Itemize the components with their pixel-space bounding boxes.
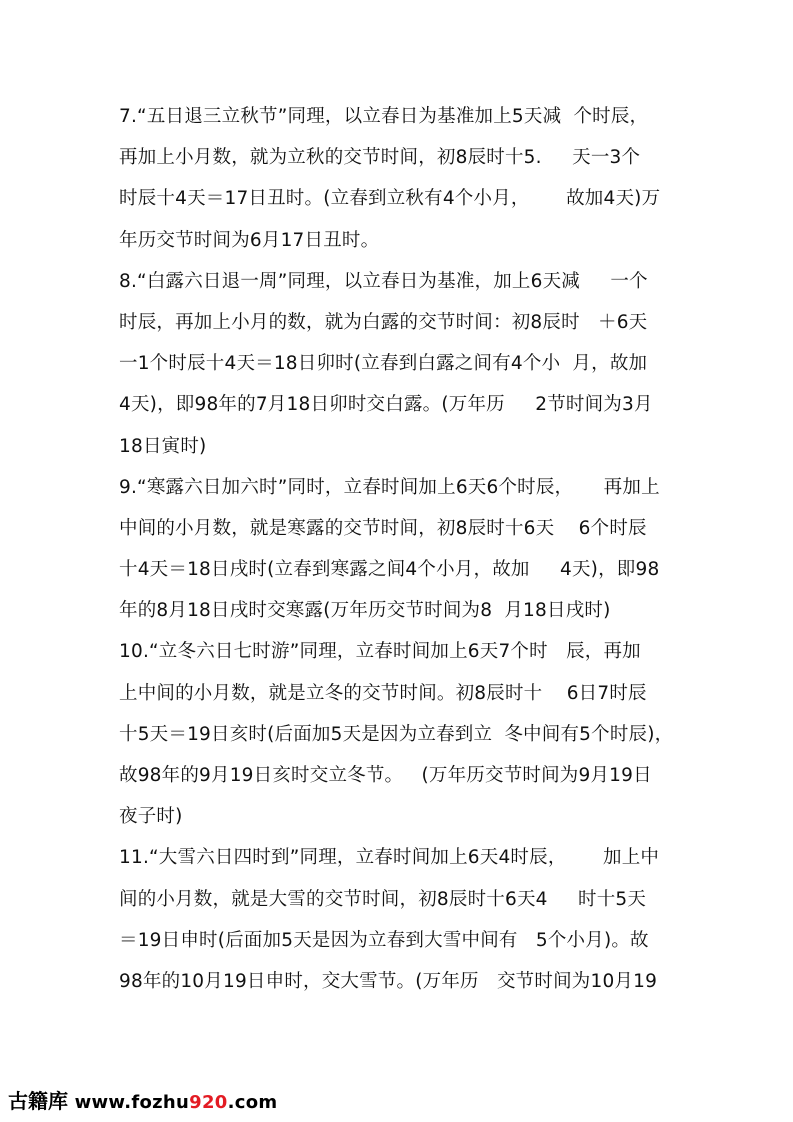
text-line: 年历交节时间为6月17日丑时。 <box>119 229 380 251</box>
url-prefix: www.fozhu <box>68 1092 190 1113</box>
site-url[interactable] <box>68 1092 277 1113</box>
text-line: 8.“白露六日退一周”同理，以立春日为基准，加上6天减 一个 <box>119 270 648 292</box>
document-body <box>119 96 679 1002</box>
text-line: 18日寅时) <box>119 435 207 457</box>
text-line: 9.“寒露六日加六时”同时，立春时间加上6天6个时辰， 再加上 <box>119 476 660 498</box>
text-line: 间的小月数，就是大雪的交节时间，初8辰时十6天4 时十5天 <box>119 888 647 910</box>
site-brand: 古籍库 <box>8 1089 68 1113</box>
text-line: 7.“五日退三立秋节”同理，以立春日为基准加上5天减 个时辰， <box>119 106 649 127</box>
text-line: ＝19日申时(后面加5天是因为立春到大雪中间有 5个小月)。故 <box>119 929 649 951</box>
text-line: 11.“大雪六日四时到”同理，立春时间加上6天4时辰， 加上中 <box>119 847 660 869</box>
text-line: 10.“立冬六日七时游”同理，立春时间加上6天7个时 辰，再加 <box>119 641 641 663</box>
text-line: 一1个时辰十4天＝18日卯时(立春到白露之间有4个小 月，故加 <box>119 353 648 375</box>
text-line: 时辰十4天＝17日丑时。(立春到立秋有4个小月， 故加4天)万 <box>119 188 661 210</box>
text-line: 年的8月18日戌时交寒露(万年历交节时间为8 月18日戌时) <box>119 600 611 622</box>
text-line: 故98年的9月19日亥时交立冬节。 (万年历交节时间为9月19日 <box>119 765 652 786</box>
text-line: 上中间的小月数，就是立冬的交节时间。初8辰时十 6日7时辰 <box>119 682 647 704</box>
url-number: 920 <box>189 1092 228 1113</box>
text-line: 夜子时) <box>119 806 183 828</box>
text-line: 十4天＝18日戌时(立春到寒露之间4个小月，故加 4天)，即98 <box>119 559 660 581</box>
text-line: 中间的小月数，就是寒露的交节时间，初8辰时十6天 6个时辰 <box>119 517 647 539</box>
text-line: 98年的10月19日申时，交大雪节。(万年历 交节时间为10月19 <box>119 970 658 992</box>
text-line: 4天)，即98年的7月18日卯时交白露。(万年历 2节时间为3月 <box>119 394 653 416</box>
site-watermark[interactable] <box>8 1086 277 1116</box>
text-line: 时辰，再加上小月的数，就为白露的交节时间：初8辰时 ＋6天 <box>119 311 648 333</box>
text-line: 再加上小月数，就为立秋的交节时间，初8辰时十5. 天一3个 <box>119 147 641 169</box>
text-line: 十5天＝19日亥时(后面加5天是因为立春到立 冬中间有5个时辰)， <box>119 723 674 745</box>
url-suffix: .com <box>227 1092 278 1113</box>
